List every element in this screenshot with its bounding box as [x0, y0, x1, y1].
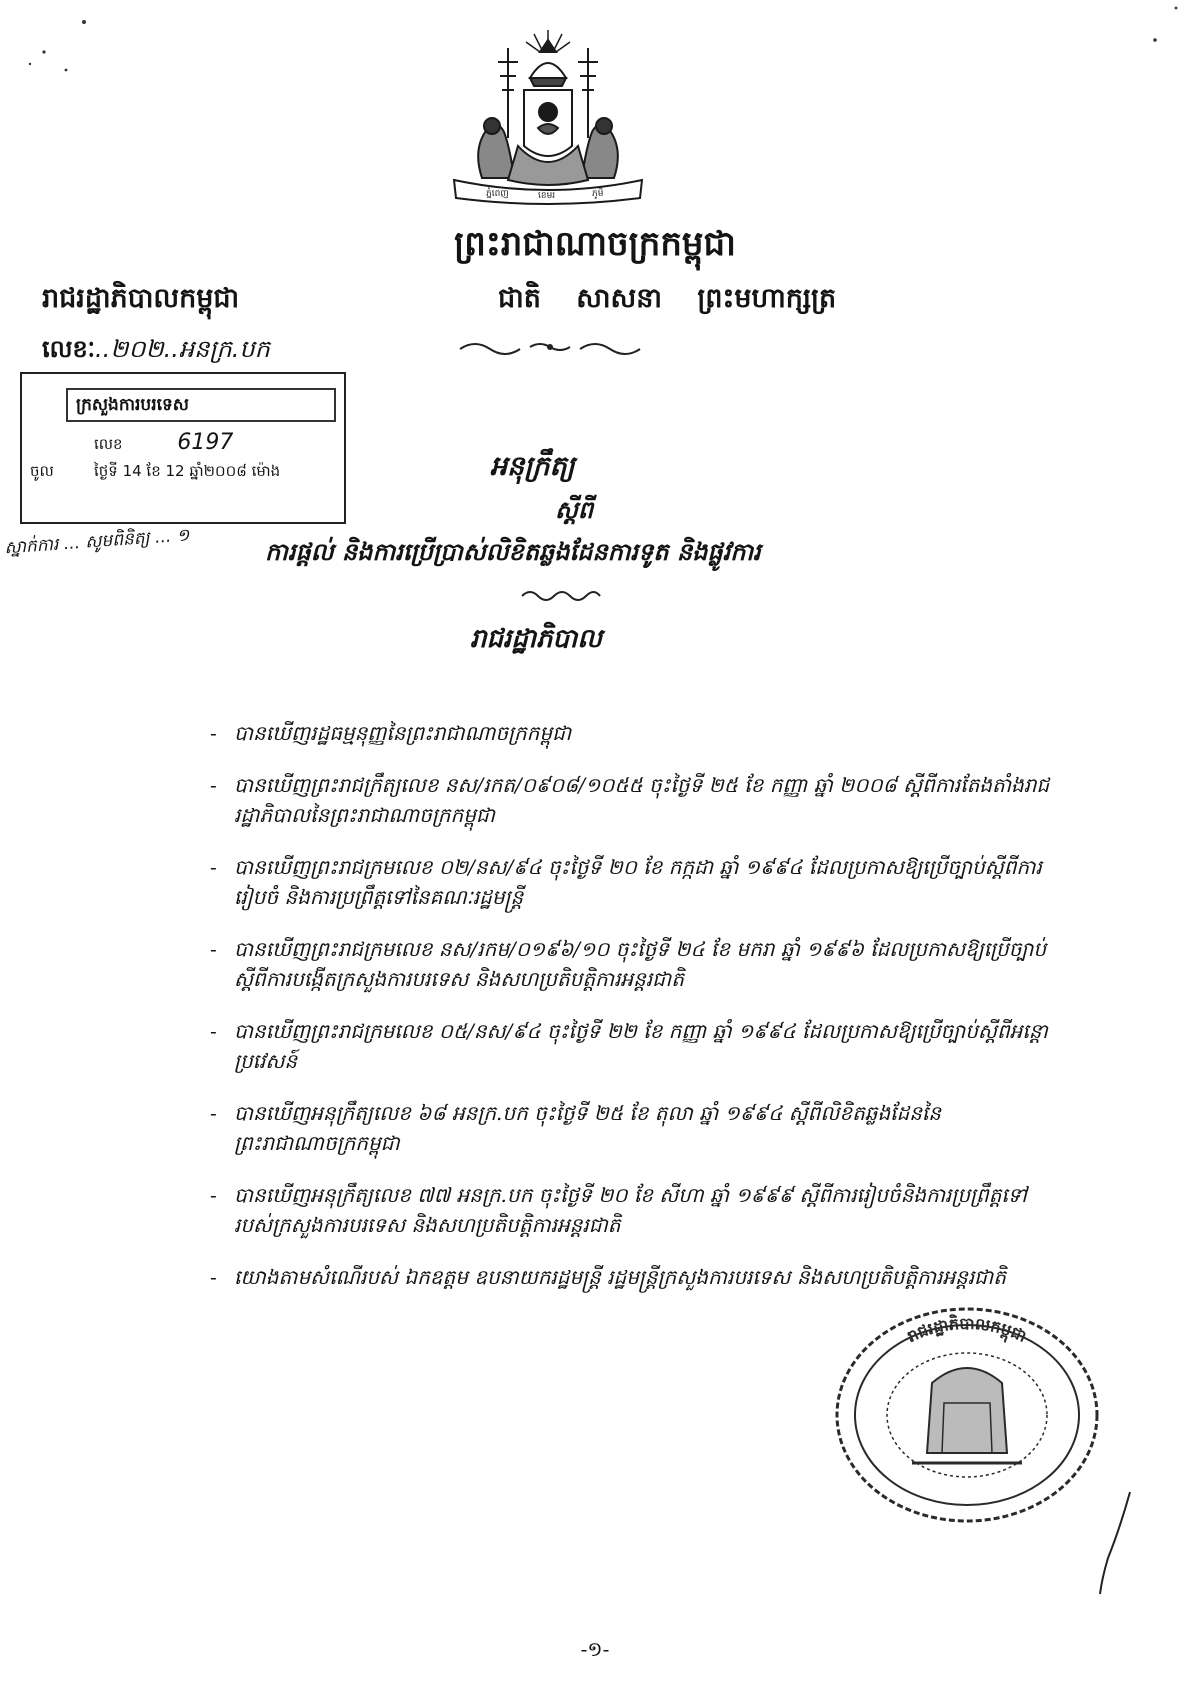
stamp-number-value: 6197 [177, 430, 234, 455]
list-item [210, 1180, 1060, 1240]
item-marker: - [210, 1183, 217, 1207]
stamp-number-label: លេខ [94, 435, 123, 453]
handwritten-signature-stroke [1096, 1488, 1136, 1598]
stamp-side-label: ចូល [30, 462, 54, 480]
list-item [210, 852, 1060, 912]
reference-value: ..២០២..អនក្រ.បក [95, 335, 270, 363]
kingdom-title: ព្រះរាជាណាចក្រកម្ពុជា [454, 224, 736, 264]
official-seal-stamp [832, 1303, 1102, 1528]
handwritten-annotation: ស្នាក់ការ ... សូមពិនិត្យ ... ១ [3, 525, 191, 559]
government-name: រាជរដ្ឋាភិបាលកម្ពុជា [42, 283, 240, 314]
item-text: បានឃើញអនុក្រឹត្យលេខ ៦៨ អនក្រ.បក ចុះថ្ងៃទី ២៥ ខែ តុលា ឆ្នាំ ១៩៩៤ ស្ដីពីលិខិតឆ្លងដែននៃព្រះរាជាណាចក្រកម្ពុជា [234, 1101, 941, 1155]
emblem-label-right: ភូមិ [592, 189, 604, 199]
item-marker: - [210, 721, 217, 745]
issuing-body: រាជរដ្ឋាភិបាល [470, 624, 603, 654]
item-text: បានឃើញព្រះរាជក្រមលេខ ០២/នស/៩៤ ចុះថ្ងៃទី ២០ ខែ កក្កដា ឆ្នាំ ១៩៩៤ ដែលប្រកាសឱ្យប្រើច្បាប់ស្ដីពីការរៀបចំ និងការប្រព្រឹត្តទៅនៃគណៈរដ្ឋមន្ត្រី [234, 855, 1042, 909]
ornament-divider-middle [518, 584, 602, 604]
item-marker: - [210, 937, 217, 961]
list-item [210, 718, 1060, 748]
item-text: បានឃើញអនុក្រឹត្យលេខ ៧៧ អនក្រ.បក ចុះថ្ងៃទី ២០ ខែ សីហា ឆ្នាំ ១៩៩៩ ស្ដីពីការរៀបចំនិងការប្រព្រឹត្តទៅរបស់ក្រសួងការបរទេស និងសហប្រតិបត្តិការអន្តរជាតិ [234, 1183, 1027, 1237]
seal-text: រាជរដ្ឋាភិបាលកម្ពុជា [904, 1314, 1030, 1346]
royal-coat-of-arms-emblem [448, 28, 648, 206]
item-text: បានឃើញព្រះរាជក្រឹត្យលេខ នស/រកត/០៩០៨/១០៥៥ ចុះថ្ងៃទី ២៥ ខែ កញ្ញា ឆ្នាំ ២០០៨ ស្ដីពីការតែងតាំងរាជរដ្ឋាភិបាលនៃព្រះរាជាណាចក្រកម្ពុជា [234, 773, 1050, 827]
item-marker: - [210, 1019, 217, 1043]
national-motto: ជាតិ សាសនា ព្រះមហាក្សត្រ [498, 283, 837, 314]
stamp-number-row [94, 430, 233, 457]
registration-stamp [20, 372, 346, 524]
item-text: បានឃើញរដ្ឋធម្មនុញ្ញនៃព្រះរាជាណាចក្រកម្ពុជា [234, 721, 572, 745]
item-text: បានឃើញព្រះរាជក្រមលេខ ០៥/នស/៩៤ ចុះថ្ងៃទី ២២ ខែ កញ្ញា ឆ្នាំ ១៩៩៤ ដែលប្រកាសឱ្យប្រើច្បាប់ស្ដីពីអន្តោប្រវេសន៍ [234, 1019, 1048, 1073]
reference-label: លេខៈ [42, 334, 96, 363]
item-text: បានឃើញព្រះរាជក្រមលេខ នស/រកម/០១៩៦/១០ ចុះថ្ងៃទី ២៤ ខែ មករា ឆ្នាំ ១៩៩៦ ដែលប្រកាសឱ្យប្រើច្បាប់ស្ដីពីការបង្កើតក្រសួងការបរទេស និងសហប្រតិបត្តិការអន្តរជាតិ [234, 937, 1047, 991]
list-item [210, 934, 1060, 994]
preamble-list [210, 718, 1060, 1314]
document-type: អនុក្រឹត្យ [490, 451, 575, 482]
document-subject: ការផ្ដល់ និងការប្រើប្រាស់លិខិតឆ្លងដែនការទូត និងផ្លូវការ [265, 537, 761, 566]
emblem-label-mid: ខេមរ [538, 191, 556, 201]
stamp-ministry-title: ក្រសួងការបរទេស [66, 388, 336, 422]
item-marker: - [210, 1265, 217, 1289]
list-item [210, 770, 1060, 830]
item-marker: - [210, 855, 217, 879]
emblem-label-left: ភ្នំពេញ [486, 189, 509, 199]
ornament-divider-top [455, 337, 645, 357]
list-item [210, 1016, 1060, 1076]
item-text: យោងតាមសំណើរបស់ ឯកឧត្តម ឧបនាយករដ្ឋមន្ត្រី រដ្ឋមន្ត្រីក្រសួងការបរទេស និងសហប្រតិបត្តិការអន្តរជាតិ [234, 1265, 1006, 1289]
list-item [210, 1098, 1060, 1158]
stamp-date-line: ថ្ងៃទី 14 ខែ 12 ឆ្នាំ២០០៨ ម៉ោង [94, 462, 281, 480]
page-number: -១- [580, 1637, 610, 1661]
item-marker: - [210, 1101, 217, 1125]
about-label: ស្ដីពី [555, 495, 594, 524]
reference-number [42, 334, 270, 369]
item-marker: - [210, 773, 217, 797]
svg-text:រាជរដ្ឋាភិបាលកម្ពុជា [904, 1313, 1029, 1346]
list-item [210, 1262, 1060, 1292]
